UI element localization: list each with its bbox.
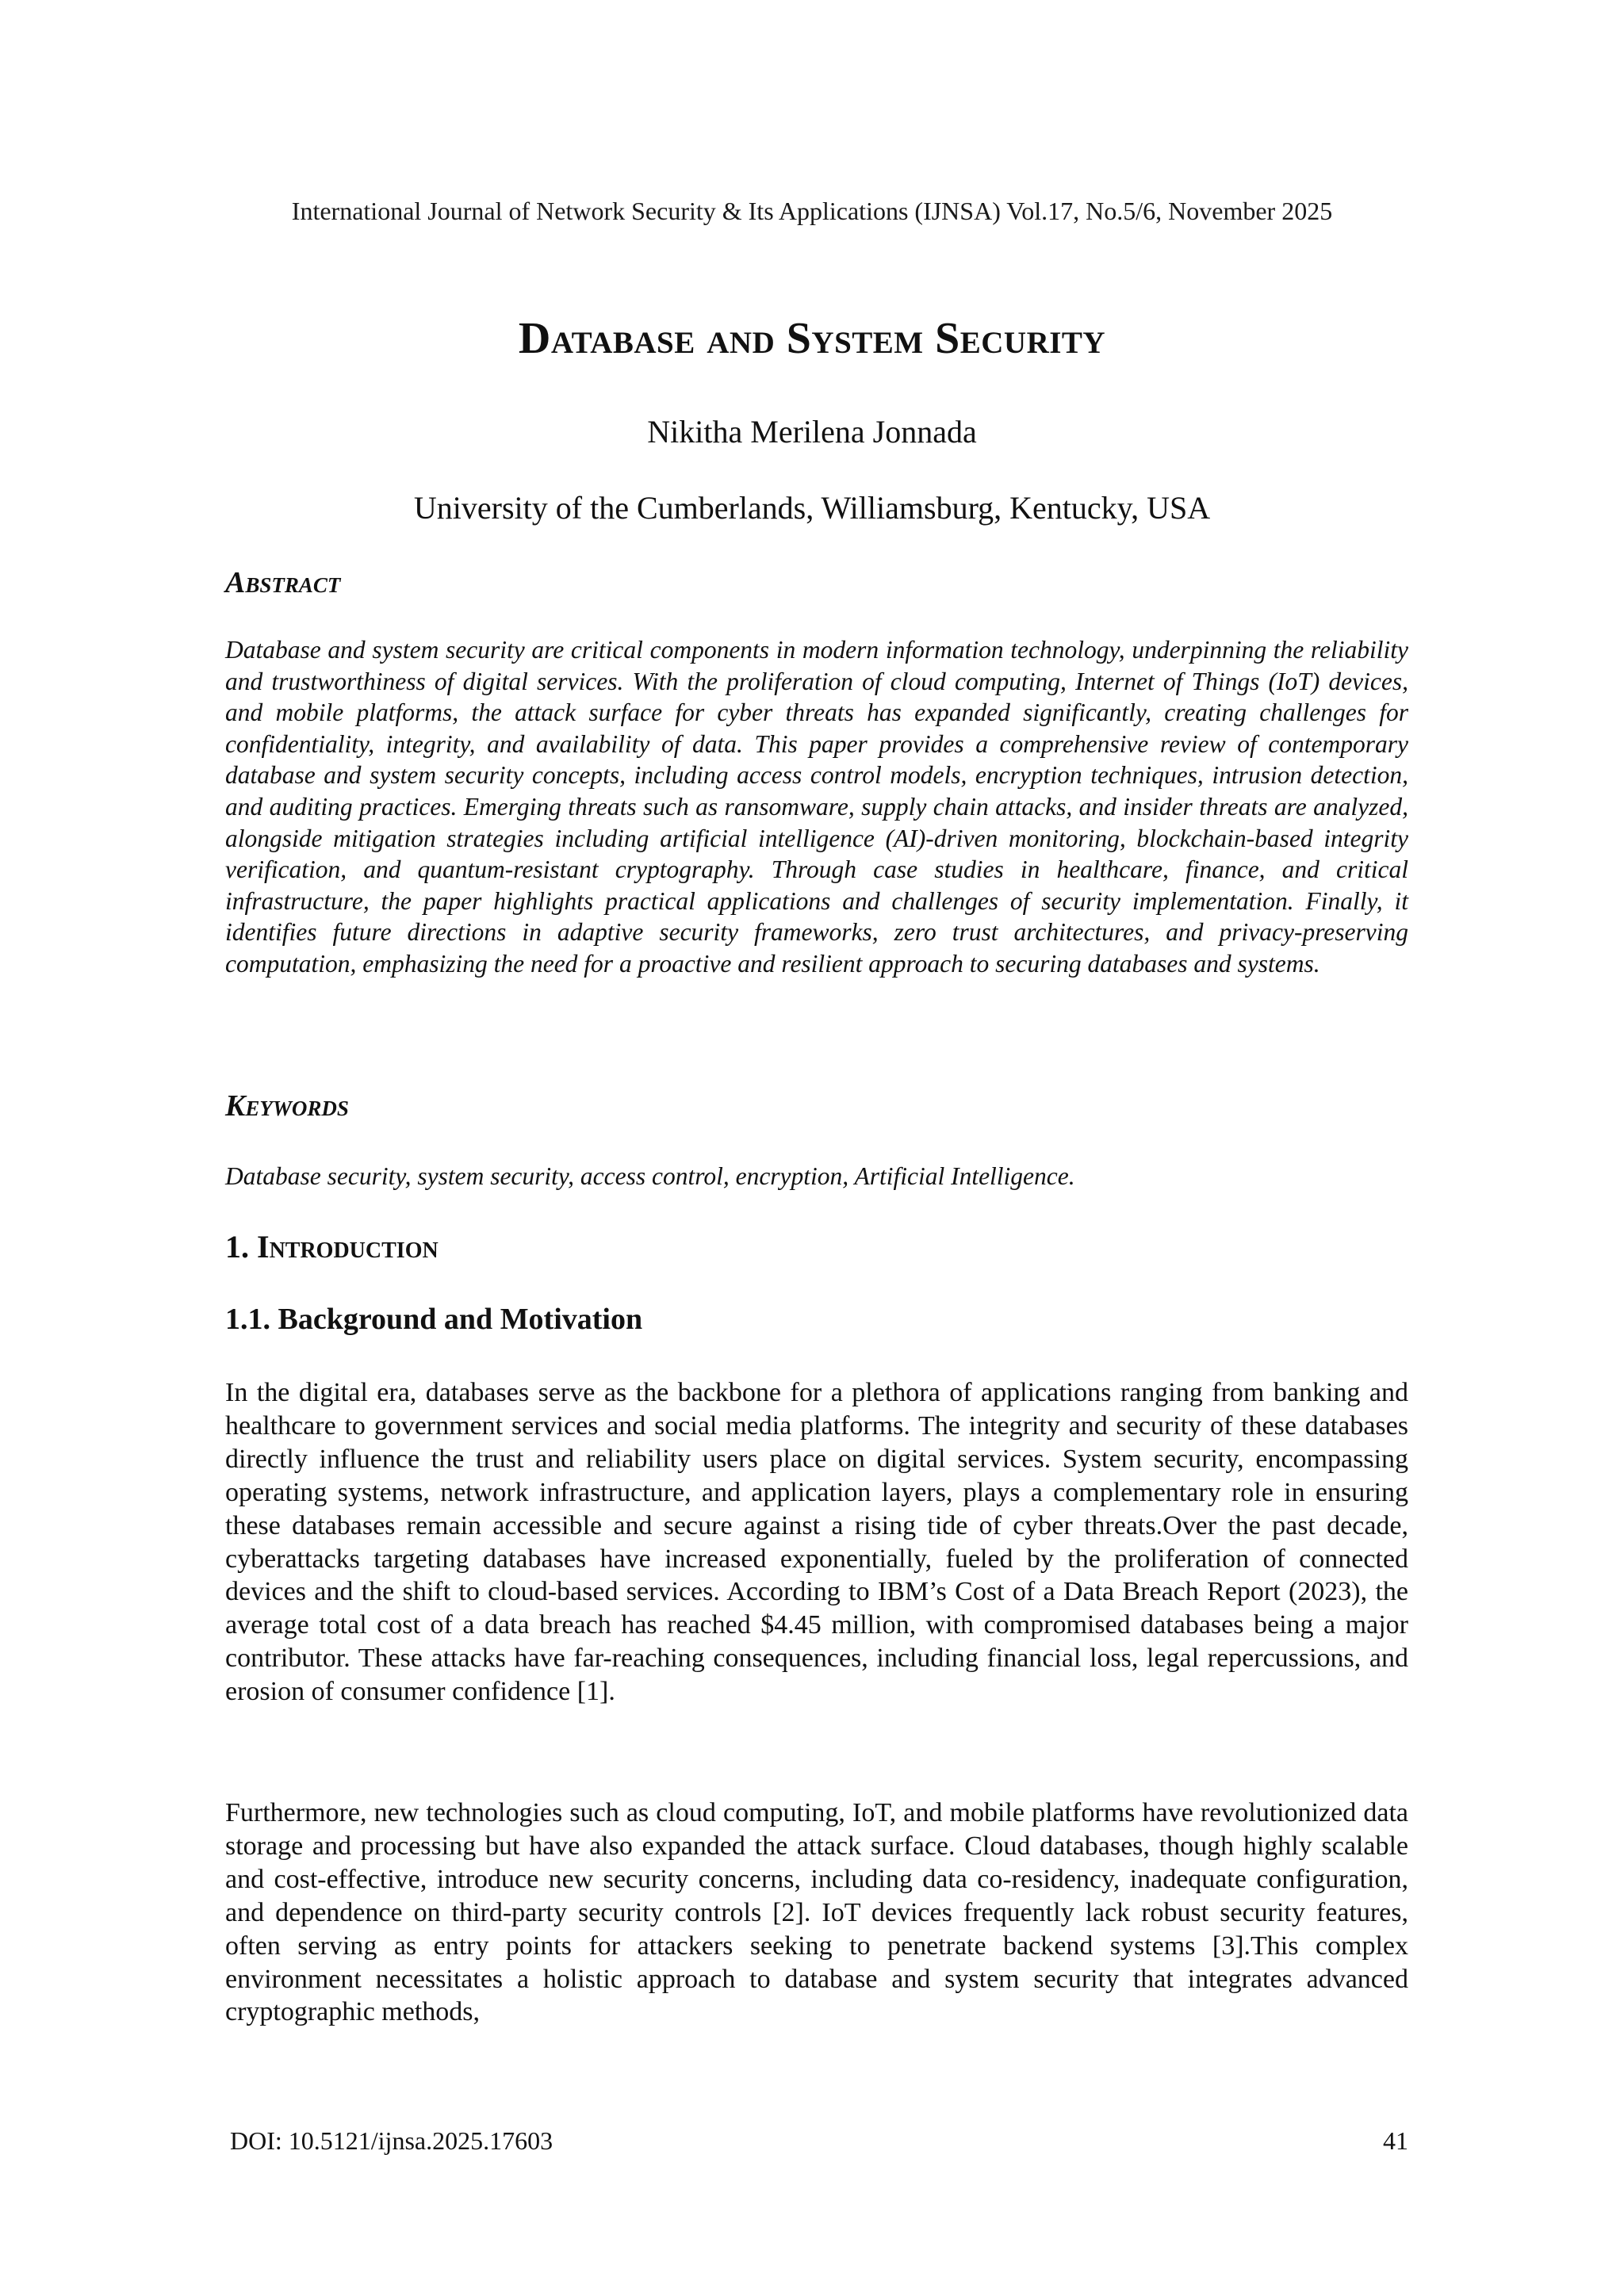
author-affiliation: University of the Cumberlands, Williamsburg, Kentucky, USA xyxy=(413,490,1211,526)
abstract-text: Database and system security are critical components in modern information technology, underpinning the reliability and trustworthiness of digital services. With the proliferation of cloud computing, Internet of Things (IoT) devices, and mobile platforms, the attack surface for cyber threats has expanded significantly, creating challenges for confidentiality, integrity, and availability of data. This paper provides a comprehensive review of contemporary database and system security concepts, including access control models, encryption techniques, intrusion detection, and auditing practices. Emerging threats such as ransomware, supply chain attacks, and insider threats are analyzed, alongside mitigation strategies including artificial intelligence (AI)-driven monitoring, blockchain-based integrity verification, and quantum-resistant cryptography. Through case studies in healthcare, finance, and critical infrastructure, the paper highlights practical applications and challenges of security implementation. Finally, it identifies future directions in adaptive security frameworks, zero trust architectures, and privacy-preserving computation, emphasizing the need for a proactive and resilient approach to securing databases and systems. xyxy=(225,636,1408,978)
doi-footer: DOI: 10.5121/ijnsa.2025.17603 xyxy=(230,2126,553,2155)
body-paragraph: In the digital era, databases serve as the backbone for a plethora of applications ranging from banking and healthcare to government services and social media platforms. The integrity and security of these databases directly influence the trust and reliability users place on digital services. System security, encompassing operating systems, network infrastructure, and application layers, plays a complementary role in ensuring these databases remain accessible and secure against a rising tide of cyber threats.Over the past decade, cyberattacks targeting databases have increased exponentially, fueled by the proliferation of connected devices and the shift to cloud-based services. According to IBM’s Cost of a Data Breach Report (2023), the average total cost of a data breach has reached $4.45 million, with compromised databases being a major contributor. These attacks have far-reaching consequences, including financial loss, legal repercussions, and erosion of consumer confidence [1]. xyxy=(225,1378,1408,1707)
body-paragraph: Furthermore, new technologies such as cloud computing, IoT, and mobile platforms have revolutionized data storage and processing but have also expanded the attack surface. Cloud databases, though highly scalable and cost-effective, introduce new security concerns, including data co-residency, inadequate configuration, and dependence on third-party security controls [2]. IoT devices frequently lack robust security features, often serving as entry points for attackers seeking to penetrate backend systems [3].This complex environment necessitates a holistic approach to database and system security that integrates advanced cryptographic methods, xyxy=(225,1798,1408,2027)
running-header: International Journal of Network Security & Its Applications (IJNSA) Vol.17, No.5/6, November 2025 xyxy=(291,197,1333,225)
abstract-heading: Abstract xyxy=(225,566,341,599)
section-title: Introduction xyxy=(257,1229,439,1265)
paper-title: Database and System Security xyxy=(518,314,1106,363)
section-number: 1. xyxy=(225,1229,249,1265)
subsection-heading: 1.1. Background and Motivation xyxy=(225,1303,643,1336)
author-name: Nikitha Merilena Jonnada xyxy=(647,414,977,450)
page-number: 41 xyxy=(1383,2126,1408,2155)
keywords-heading: Keywords xyxy=(225,1089,349,1123)
keywords-text: Database security, system security, access control, encryption, Artificial Intelligence. xyxy=(225,1162,1075,1190)
section-heading-introduction xyxy=(225,1227,1408,1267)
